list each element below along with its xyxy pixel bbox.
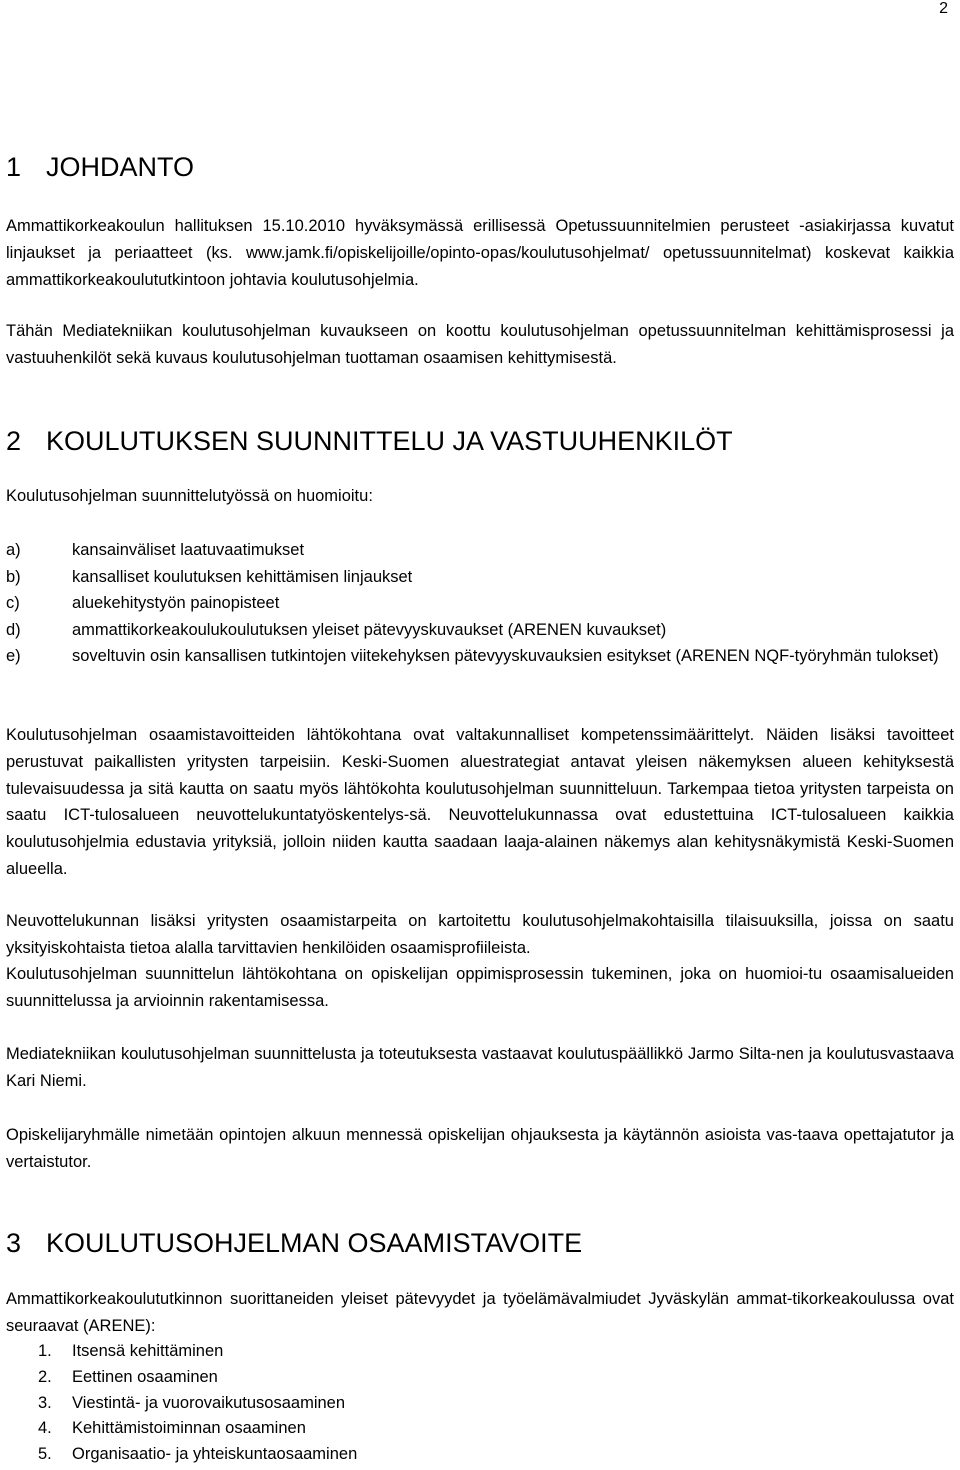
section-1-number: 1 bbox=[6, 152, 22, 182]
list-item-text: Organisaatio- ja yhteiskuntaosaaminen bbox=[72, 1445, 358, 1464]
section-2-intro: Koulutusohjelman suunnittelutyössä on huomioitu: bbox=[6, 487, 373, 505]
section-2-list bbox=[6, 537, 954, 670]
list-item bbox=[6, 1391, 954, 1417]
section-3-intro: Ammattikorkeakoulututkinnon suorittaneiden yleiset pätevyydet ja työelämävalmiudet Jyväskylän ammat-tikorkeakoulussa ovat seuraavat (ARENE): bbox=[6, 1290, 954, 1335]
list-item bbox=[6, 1442, 954, 1468]
list-item-text: Itsensä kehittäminen bbox=[72, 1342, 224, 1360]
list-item bbox=[6, 1339, 954, 1365]
section-2-heading bbox=[6, 426, 733, 457]
list-item-text: Viestintä- ja vuorovaikutusosaaminen bbox=[72, 1393, 346, 1412]
list-item-text: kansainväliset laatuvaatimukset bbox=[72, 541, 305, 559]
list-item-text: Eettinen osaaminen bbox=[72, 1367, 218, 1386]
list-item-text: Kehittämistoiminnan osaaminen bbox=[72, 1419, 306, 1438]
section-3-title: KOULUTUSOHJELMAN OSAAMISTAVOITE bbox=[46, 1228, 583, 1258]
section-2-number: 2 bbox=[6, 426, 22, 456]
list-item bbox=[6, 1365, 954, 1391]
list-marker: 4. bbox=[38, 1419, 52, 1438]
page-number: 2 bbox=[939, 0, 948, 17]
list-marker: e) bbox=[6, 647, 21, 666]
section-2-paragraph-2: Neuvottelukunnan lisäksi yritysten osaamistarpeita on kartoitettu koulutusohjelmakohtaisilla tilaisuuksilla, joissa on saatu yksityiskohtaista tietoa alalla tarvittavien henkilöiden osaamisprofiileista. bbox=[6, 912, 954, 957]
list-marker: d) bbox=[6, 620, 21, 639]
section-2-paragraph-5: Opiskelijaryhmälle nimetään opintojen alkuun mennessä opiskelijan ohjauksesta ja käytännön asioista vas-taava opettajatutor ja vertaistutor. bbox=[6, 1126, 954, 1171]
list-item bbox=[6, 590, 954, 617]
list-marker: b) bbox=[6, 567, 21, 586]
section-1-title: JOHDANTO bbox=[46, 152, 195, 182]
section-2-paragraph-3: Koulutusohjelman suunnittelun lähtökohtana on opiskelijan oppimisprosessin tukeminen, joka on huomioi-tu osaamisalueiden suunnittelussa ja arvioinnin rakentamisessa. bbox=[6, 965, 954, 1010]
section-3-list bbox=[6, 1339, 954, 1468]
section-1-heading bbox=[6, 152, 194, 183]
section-3-number: 3 bbox=[6, 1228, 22, 1258]
list-item-text: soveltuvin osin kansallisen tutkintojen viitekehyksen pätevyyskuvauksien esitykset (ARENEN NQF-työryhmän tulokset) bbox=[72, 647, 939, 666]
list-item-text: aluekehitystyön painopisteet bbox=[72, 594, 280, 613]
list-marker: a) bbox=[6, 541, 21, 559]
section-2-paragraph-1: Koulutusohjelman osaamistavoitteiden lähtökohtana ovat valtakunnalliset kompetenssimäärittelyt. Näiden lisäksi tavoitteet perustuvat paikallisten yritysten tarpeisiin. Keski-Suomen aluestrategiat antavat yleisen näkemyksen alueen kehityksestä tulevaisuudessa ja sitä kautta on saatu myös lähtökohta koulutusohjelman suunnitteluun. Tarkempaa tietoa yritysten tarpeista on saatu ICT-tulosalueen neuvottelukuntatyöskentelys-sä. Neuvottelukunnassa ovat edustettuina ICT-tulosalueen kaikkia koulutusohjelmia edustavia yrityksiä, jolloin niiden kautta saadaan laaja-alainen näkemys alan kehitysnäkymistä Keski-Suomen alueella. bbox=[6, 726, 954, 878]
list-marker: 3. bbox=[38, 1393, 52, 1412]
list-item bbox=[6, 1416, 954, 1442]
section-1-paragraph-2: Tähän Mediatekniikan koulutusohjelman kuvaukseen on koottu koulutusohjelman opetussuunnitelman kehittämisprosessi ja vastuuhenkilöt sekä kuvaus koulutusohjelman tuottaman osaamisen kehittymisestä. bbox=[6, 322, 954, 367]
list-marker: 1. bbox=[38, 1342, 52, 1360]
section-3-heading bbox=[6, 1228, 582, 1259]
list-item-text: ammattikorkeakoulukoulutuksen yleiset pätevyyskuvaukset (ARENEN kuvaukset) bbox=[72, 620, 667, 639]
list-item bbox=[6, 537, 954, 564]
list-marker: 5. bbox=[38, 1445, 52, 1464]
list-item bbox=[6, 617, 954, 644]
section-2-paragraph-4: Mediatekniikan koulutusohjelman suunnittelusta ja toteutuksesta vastaavat koulutuspäällikkö Jarmo Silta-nen ja koulutusvastaava Kari Niemi. bbox=[6, 1045, 954, 1090]
list-item bbox=[6, 564, 954, 591]
section-1-paragraph-1: Ammattikorkeakoulun hallituksen 15.10.2010 hyväksymässä erillisessä Opetussuunnitelmien perusteet -asiakirjassa kuvatut linjaukset ja periaatteet (ks. www.jamk.fi/opiskelijoille/opinto-opas/koulutusohjelmat/ opetussuunnitelmat) koskevat kaikkia ammattikorkeakoulututkintoon johtavia koulutusohjelmia. bbox=[6, 217, 954, 289]
list-item bbox=[6, 643, 954, 670]
list-marker: 2. bbox=[38, 1367, 52, 1386]
section-2-title: KOULUTUKSEN SUUNNITTELU JA VASTUUHENKILÖT bbox=[46, 426, 733, 456]
list-item-text: kansalliset koulutuksen kehittämisen linjaukset bbox=[72, 567, 413, 586]
list-marker: c) bbox=[6, 594, 20, 613]
